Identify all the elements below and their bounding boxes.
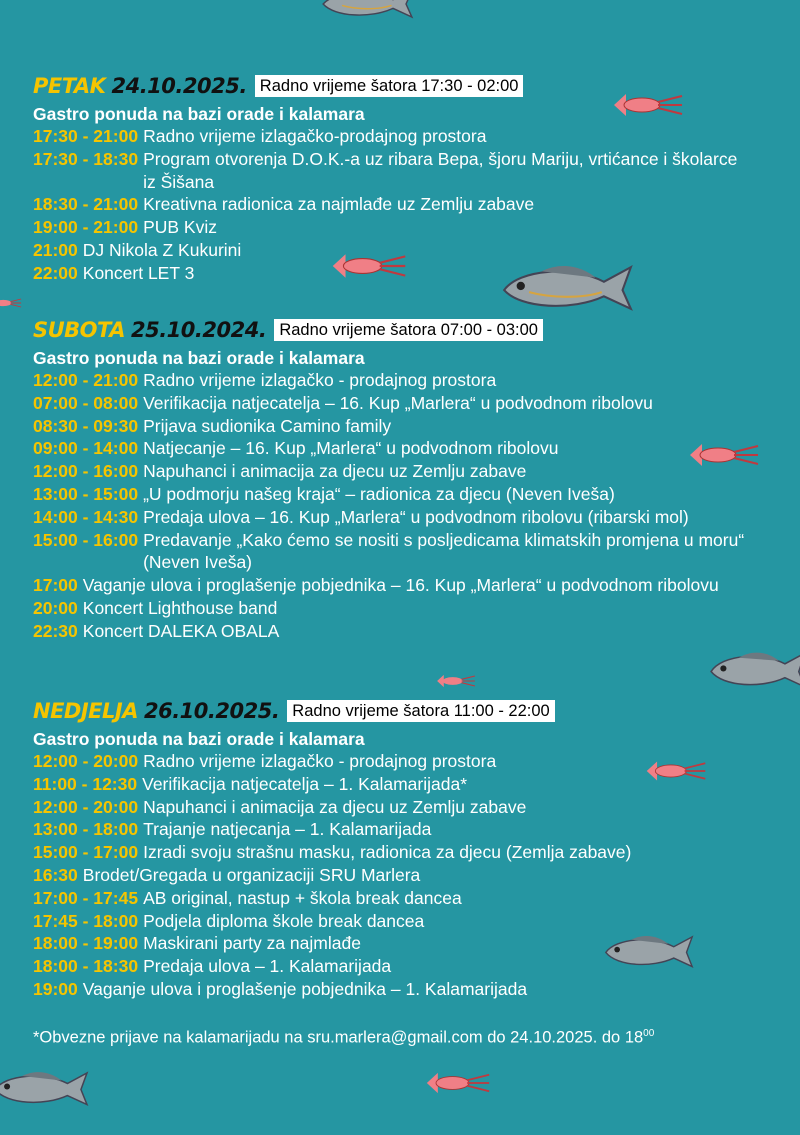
day-name: SUBOTA	[33, 318, 125, 342]
schedule-row	[33, 978, 773, 1001]
event-time: 13:00 - 18:00	[33, 819, 139, 840]
event-time: 16:30	[33, 864, 78, 885]
event-time: 09:00 - 14:00	[33, 438, 139, 459]
event-time: 13:00 - 15:00	[33, 483, 139, 504]
schedule-row	[33, 796, 773, 819]
event-description: Radno vrijeme izlagačko - prodajnog prostora	[143, 751, 497, 771]
event-time: 17:45 - 18:00	[33, 910, 139, 931]
schedule-row	[33, 506, 773, 529]
event-time: 17:00	[33, 575, 78, 596]
schedule-row	[33, 529, 773, 575]
event-description: Podjela diploma škole break dancea	[143, 910, 425, 931]
event-description: PUB Kviz	[143, 217, 217, 238]
schedule-row	[33, 369, 773, 392]
event-time: 19:00 - 21:00	[33, 217, 139, 238]
event-time: 15:00 - 16:00	[33, 529, 139, 550]
schedule-row	[33, 239, 773, 262]
event-description: Kreativna radionica za najmlađe uz Zemlju zabave	[143, 194, 535, 215]
tent-hours-box: Radno vrijeme šatora 17:30 - 02:00	[255, 75, 524, 97]
event-time: 11:00 - 12:30	[33, 773, 138, 794]
schedule-row	[33, 216, 773, 239]
schedule-row	[33, 574, 773, 597]
event-time: 12:00 - 20:00	[33, 751, 139, 771]
day-name: NEDJELJA	[33, 699, 138, 723]
event-description: Vaganje ulova i proglašenje pobjednika – 16. Kup „Marlera“ u podvodnom ribolovu	[82, 575, 719, 596]
event-time: 18:30 - 21:00	[33, 194, 139, 215]
event-description: Koncert LET 3	[82, 262, 195, 283]
event-time: 20:00	[33, 597, 78, 618]
day-header	[33, 73, 773, 99]
schedule-row	[33, 193, 773, 216]
event-time: 12:00 - 21:00	[33, 370, 139, 390]
event-description: Predaja ulova – 16. Kup „Marlera“ u podvodnom ribolovu (ribarski mol)	[143, 506, 689, 527]
schedule-row	[33, 932, 773, 955]
event-time: 08:30 - 09:30	[33, 415, 139, 436]
event-time: 18:00 - 19:00	[33, 933, 139, 954]
schedule-row	[33, 125, 773, 148]
schedule-row	[33, 437, 773, 460]
day-name: PETAK	[33, 74, 106, 98]
event-time: 22:00	[33, 262, 78, 283]
event-description: AB original, nastup + škola break dancea	[143, 887, 462, 908]
event-time: 07:00 - 08:00	[33, 392, 139, 413]
event-description: Izradi svoju strašnu masku, radionica za djecu (Zemlja zabave)	[143, 842, 632, 863]
footnote-text: *Obvezne prijave na kalamarijadu na sru.marlera@gmail.com do 24.10.2025. do 18	[33, 1028, 644, 1047]
event-time: 21:00	[33, 239, 78, 260]
day-header	[33, 698, 773, 724]
event-time: 19:00	[33, 978, 78, 999]
fish-illustration-right-2	[708, 645, 800, 695]
schedule-row	[33, 392, 773, 415]
squid-illustration-5	[436, 671, 476, 691]
fish-illustration-top	[300, 0, 435, 20]
event-description: Natjecanje – 16. Kup „Marlera“ u podvodnom ribolovu	[143, 438, 559, 459]
event-description: Program otvorenja D.O.K.-a uz ribara Bepa, šjoru Mariju, vrtićance i školarce iz Šišana	[143, 148, 738, 192]
schedule-row	[33, 750, 773, 773]
event-description: Napuhanci i animacija za djecu uz Zemlju zabave	[143, 796, 527, 817]
event-time: 18:00 - 18:30	[33, 956, 139, 977]
schedule-row	[33, 148, 773, 194]
schedule-row	[33, 597, 773, 620]
event-description: Maskirani party za najmlađe	[143, 933, 361, 954]
day-date: 26.10.2025.	[143, 699, 280, 723]
event-description: Radno vrijeme izlagačko-prodajnog prostora	[143, 126, 487, 146]
schedule-row	[33, 620, 773, 643]
gastro-offer: Gastro ponuda na bazi orade i kalamara	[33, 348, 365, 368]
schedule-row	[33, 460, 773, 483]
gastro-offer: Gastro ponuda na bazi orade i kalamara	[33, 729, 365, 749]
footnote-superscript: 00	[643, 1028, 655, 1039]
event-time: 17:30 - 21:00	[33, 126, 139, 146]
day-date: 25.10.2024.	[130, 318, 267, 342]
event-description: Prijava sudionika Camino family	[143, 415, 392, 436]
schedule-row	[33, 818, 773, 841]
squid-illustration-7	[425, 1068, 491, 1098]
event-time: 22:30	[33, 620, 78, 641]
event-time: 15:00 - 17:00	[33, 842, 139, 863]
event-description: Radno vrijeme izlagačko - prodajnog prostora	[143, 370, 497, 390]
schedule-row	[33, 773, 773, 796]
day-date: 24.10.2025.	[111, 74, 247, 98]
schedule-row	[33, 841, 773, 864]
tent-hours-box: Radno vrijeme šatora 11:00 - 22:00	[287, 700, 554, 722]
event-description: Koncert DALEKA OBALA	[82, 620, 280, 641]
event-description: „U podmorju našeg kraja“ – radionica za djecu (Neven Iveša)	[143, 483, 615, 504]
schedule-row	[33, 415, 773, 438]
tent-hours-box: Radno vrijeme šatora 07:00 - 03:00	[274, 319, 543, 341]
event-time: 12:00 - 20:00	[33, 796, 139, 817]
event-description: Verifikacija natjecatelja – 1. Kalamarijada*	[142, 773, 468, 794]
event-time: 17:00 - 17:45	[33, 887, 139, 908]
event-description: Vaganje ulova i proglašenje pobjednika – 1. Kalamarijada	[82, 978, 528, 999]
event-description: Verifikacija natjecatelja – 16. Kup „Marlera“ u podvodnom ribolovu	[143, 392, 653, 413]
day-header	[33, 317, 773, 343]
schedule-row	[33, 262, 773, 285]
squid-illustration-3	[0, 292, 22, 314]
event-description: Trajanje natjecanja – 1. Kalamarijada	[143, 819, 432, 840]
event-description: Predaja ulova – 1. Kalamarijada	[143, 956, 392, 977]
schedule-row	[33, 887, 773, 910]
gastro-offer: Gastro ponuda na bazi orade i kalamara	[33, 104, 365, 124]
schedule-row	[33, 483, 773, 506]
day-section-sunday	[33, 698, 773, 1001]
fish-illustration-bottom-left	[0, 1068, 90, 1108]
event-description: Koncert Lighthouse band	[82, 597, 278, 618]
event-time: 17:30 - 18:30	[33, 148, 139, 169]
event-time: 14:00 - 14:30	[33, 506, 139, 527]
event-description: Predavanje „Kako ćemo se nositi s posljedicama klimatskih promjena u moru“ (Neven Iveša)	[143, 529, 745, 573]
schedule-row	[33, 955, 773, 978]
day-section-friday	[33, 73, 773, 285]
event-description: Brodet/Gregada u organizaciji SRU Marlera	[82, 864, 421, 885]
event-description: Napuhanci i animacija za djecu uz Zemlju zabave	[143, 461, 527, 482]
day-section-saturday	[33, 317, 773, 643]
event-time: 12:00 - 16:00	[33, 461, 139, 482]
schedule-row	[33, 864, 773, 887]
schedule-row	[33, 910, 773, 933]
event-description: DJ Nikola Z Kukurini	[82, 239, 242, 260]
registration-footnote	[33, 1028, 773, 1048]
